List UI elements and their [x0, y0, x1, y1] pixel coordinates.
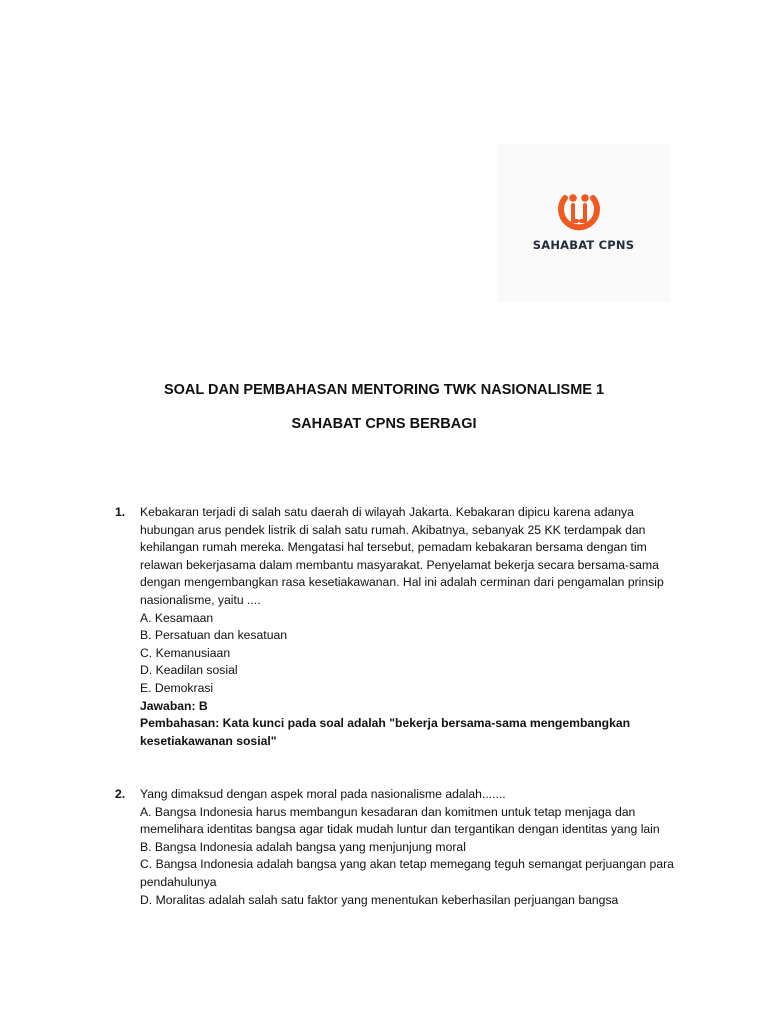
question-text: Yang dimaksud dengan aspek moral pada nasionalisme adalah....... [140, 787, 506, 801]
option-a: A. Bangsa Indonesia harus membangun kesadaran dan komitmen untuk tetap menjaga dan memelihara identitas bangsa agar tidak mudah luntur dan tergantikan dengan identitas yang lain [140, 804, 660, 837]
logo-text: SAHABAT CPNS [532, 238, 635, 252]
option-e: E. Demokrasi [140, 680, 214, 695]
sahabat-cpns-logo [497, 144, 670, 302]
question-number: 2. [115, 787, 126, 801]
sahabat-cpns-logo-mark-icon [556, 190, 602, 236]
question-text: Kebakaran terjadi di salah satu daerah di wilayah Jakarta. Kebakaran dipicu karena adanya hubungan arus pendek listrik di salah satu rumah. Akibatnya, sebanyak 25 KK terdampak dan kehilangan rumah mereka. Mengatasi hal tersebut, pemadam kebakaran bersama dengan tim relawan bekerjasama dalam membantu masyarakat. Penyelamat bekerja secara bersama-sama dengan mengembangkan rasa kesetiakawanan. Hal ini adalah cerminan dari pengamalan prinsip nasionalisme, yaitu .... [140, 505, 664, 607]
option-d: D. Keadilan sosial [140, 663, 238, 678]
answer: Jawaban: B [140, 698, 208, 713]
document-title: SOAL DAN PEMBAHASAN MENTORING TWK NASIONALISME 1 [163, 382, 605, 398]
question-1 [115, 504, 685, 750]
option-c: C. Kemanusiaan [140, 645, 231, 660]
option-c: C. Bangsa Indonesia adalah bangsa yang akan tetap memegang teguh semangat perjuangan para pendahulunya [140, 857, 674, 889]
option-b: B. Bangsa Indonesia adalah bangsa yang menjunjung moral [140, 839, 466, 854]
question-number: 1. [115, 505, 126, 519]
explanation: Pembahasan: Kata kunci pada soal adalah "bekerja bersama-sama mengembangkan kesetiakawanan sosial" [140, 716, 631, 748]
option-a: A. Kesamaan [140, 610, 214, 625]
option-d: D. Moralitas adalah salah satu faktor yang menentukan keberhasilan perjuangan bangsa [140, 892, 619, 907]
document-subtitle: SAHABAT CPNS BERBAGI [291, 416, 477, 432]
question-2 [115, 786, 685, 909]
option-b: B. Persatuan dan kesatuan [140, 628, 288, 643]
